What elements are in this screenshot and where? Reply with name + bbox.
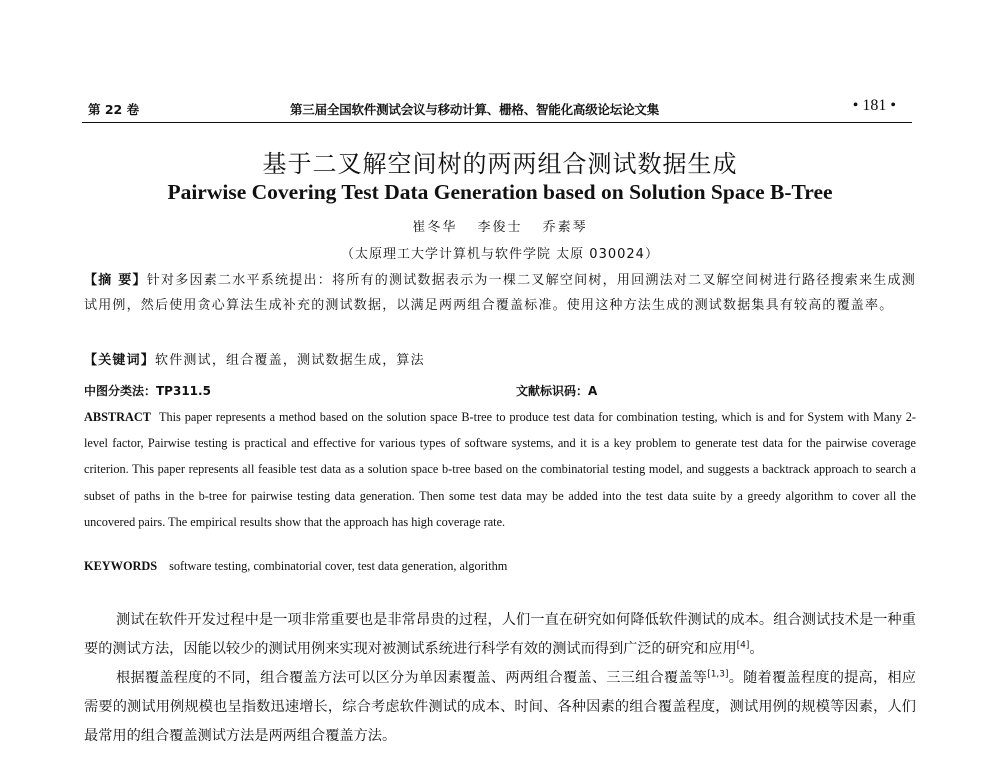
journal-title: 第三届全国软件测试会议与移动计算、栅格、智能化高级论坛论文集 (290, 102, 660, 117)
body-paragraph-1 (84, 606, 916, 664)
keywords-cn-label: 【关键词】 (84, 353, 156, 368)
body-paragraph-2 (84, 664, 916, 751)
document-code: 文献标识码：A (516, 384, 598, 398)
abstract-cn-text: 针对多因素二水平系统提出：将所有的测试数据表示为一棵二叉解空间树，用回溯法对二叉解空间树进行路径搜索来生成测试用例，然后使用贪心算法生成补充的测试数据，以满足两两组合覆盖标准。使用这种方法生成的测试数据集具有较高的覆盖率。 (84, 273, 916, 313)
paragraph-2-end: 。随着覆盖程度的提高，相应需要的测试用例规模也呈指数迅速增长，综合考虑软件测试的成本、时间、各种因素的组合覆盖程度，测试用例的规模等因素，人们最常用的组合覆盖测试方法是两两组合覆盖方法。 (84, 670, 916, 744)
authors: 崔冬华 李俊士 乔素琴 (412, 220, 588, 235)
abstract-english (84, 404, 916, 535)
keywords-cn-text: 软件测试，组合覆盖，测试数据生成，算法 (155, 353, 425, 368)
paragraph-1-text: 测试在软件开发过程中是一项非常重要也是非常昂贵的过程，人们一直在研究如何降低软件测试的成本。组合测试技术是一种重要的测试方法，因能以较少的测试用例来实现对被测试系统进行科学有效的测试而得到广泛的研究和应用 (84, 612, 916, 657)
keywords-en-text: software testing, combinatorial cover, test data generation, algorithm (169, 559, 508, 573)
citation-ref-4: [4] (736, 640, 750, 651)
affiliation: （太原理工大学计算机与软件学院 太原 030024） (341, 247, 659, 262)
abstract-chinese (84, 268, 916, 318)
keywords-english (84, 559, 916, 574)
page-number: • 181 • (852, 97, 896, 114)
abstract-en-text: This paper represents a method based on the solution space B-tree to produce test data for combination testing, which is and for System with Many 2-level factor, Pairwise testing is practical and effective for various types of software systems, and it is a key problem to generate test data for the pairwise coverage criterion. This paper represents all feasible test data as a solution space b-tree based on the combinatorial testing model, and suggests a backtrack approach to search a subset of paths in the b-tree for pairwise testing data generation. Then some test data may be added into the test data suite by a greedy algorithm to cover all the uncovered pairs. The empirical results show that the approach has high coverage rate. (84, 410, 916, 529)
running-header (82, 96, 912, 123)
volume-label: 第 22 卷 (88, 102, 140, 117)
abstract-cn-label: 【摘 要】 (84, 273, 147, 288)
citation-ref-1-3: [1,3] (707, 669, 729, 680)
abstract-en-label: ABSTRACT (84, 410, 151, 424)
clc-number: 中图分类法：TP311.5 (84, 384, 211, 398)
keywords-chinese (84, 348, 916, 373)
keywords-en-label: KEYWORDS (84, 559, 158, 573)
paragraph-2-text: 根据覆盖程度的不同，组合覆盖方法可以区分为单因素覆盖、两两组合覆盖、三三组合覆盖等 (116, 670, 708, 686)
paragraph-1-end: 。 (749, 641, 764, 657)
title-english: Pairwise Covering Test Data Generation based on Solution Space B-Tree (167, 180, 833, 204)
title-chinese: 基于二叉解空间树的两两组合测试数据生成 (262, 150, 738, 178)
body-text (84, 606, 916, 751)
